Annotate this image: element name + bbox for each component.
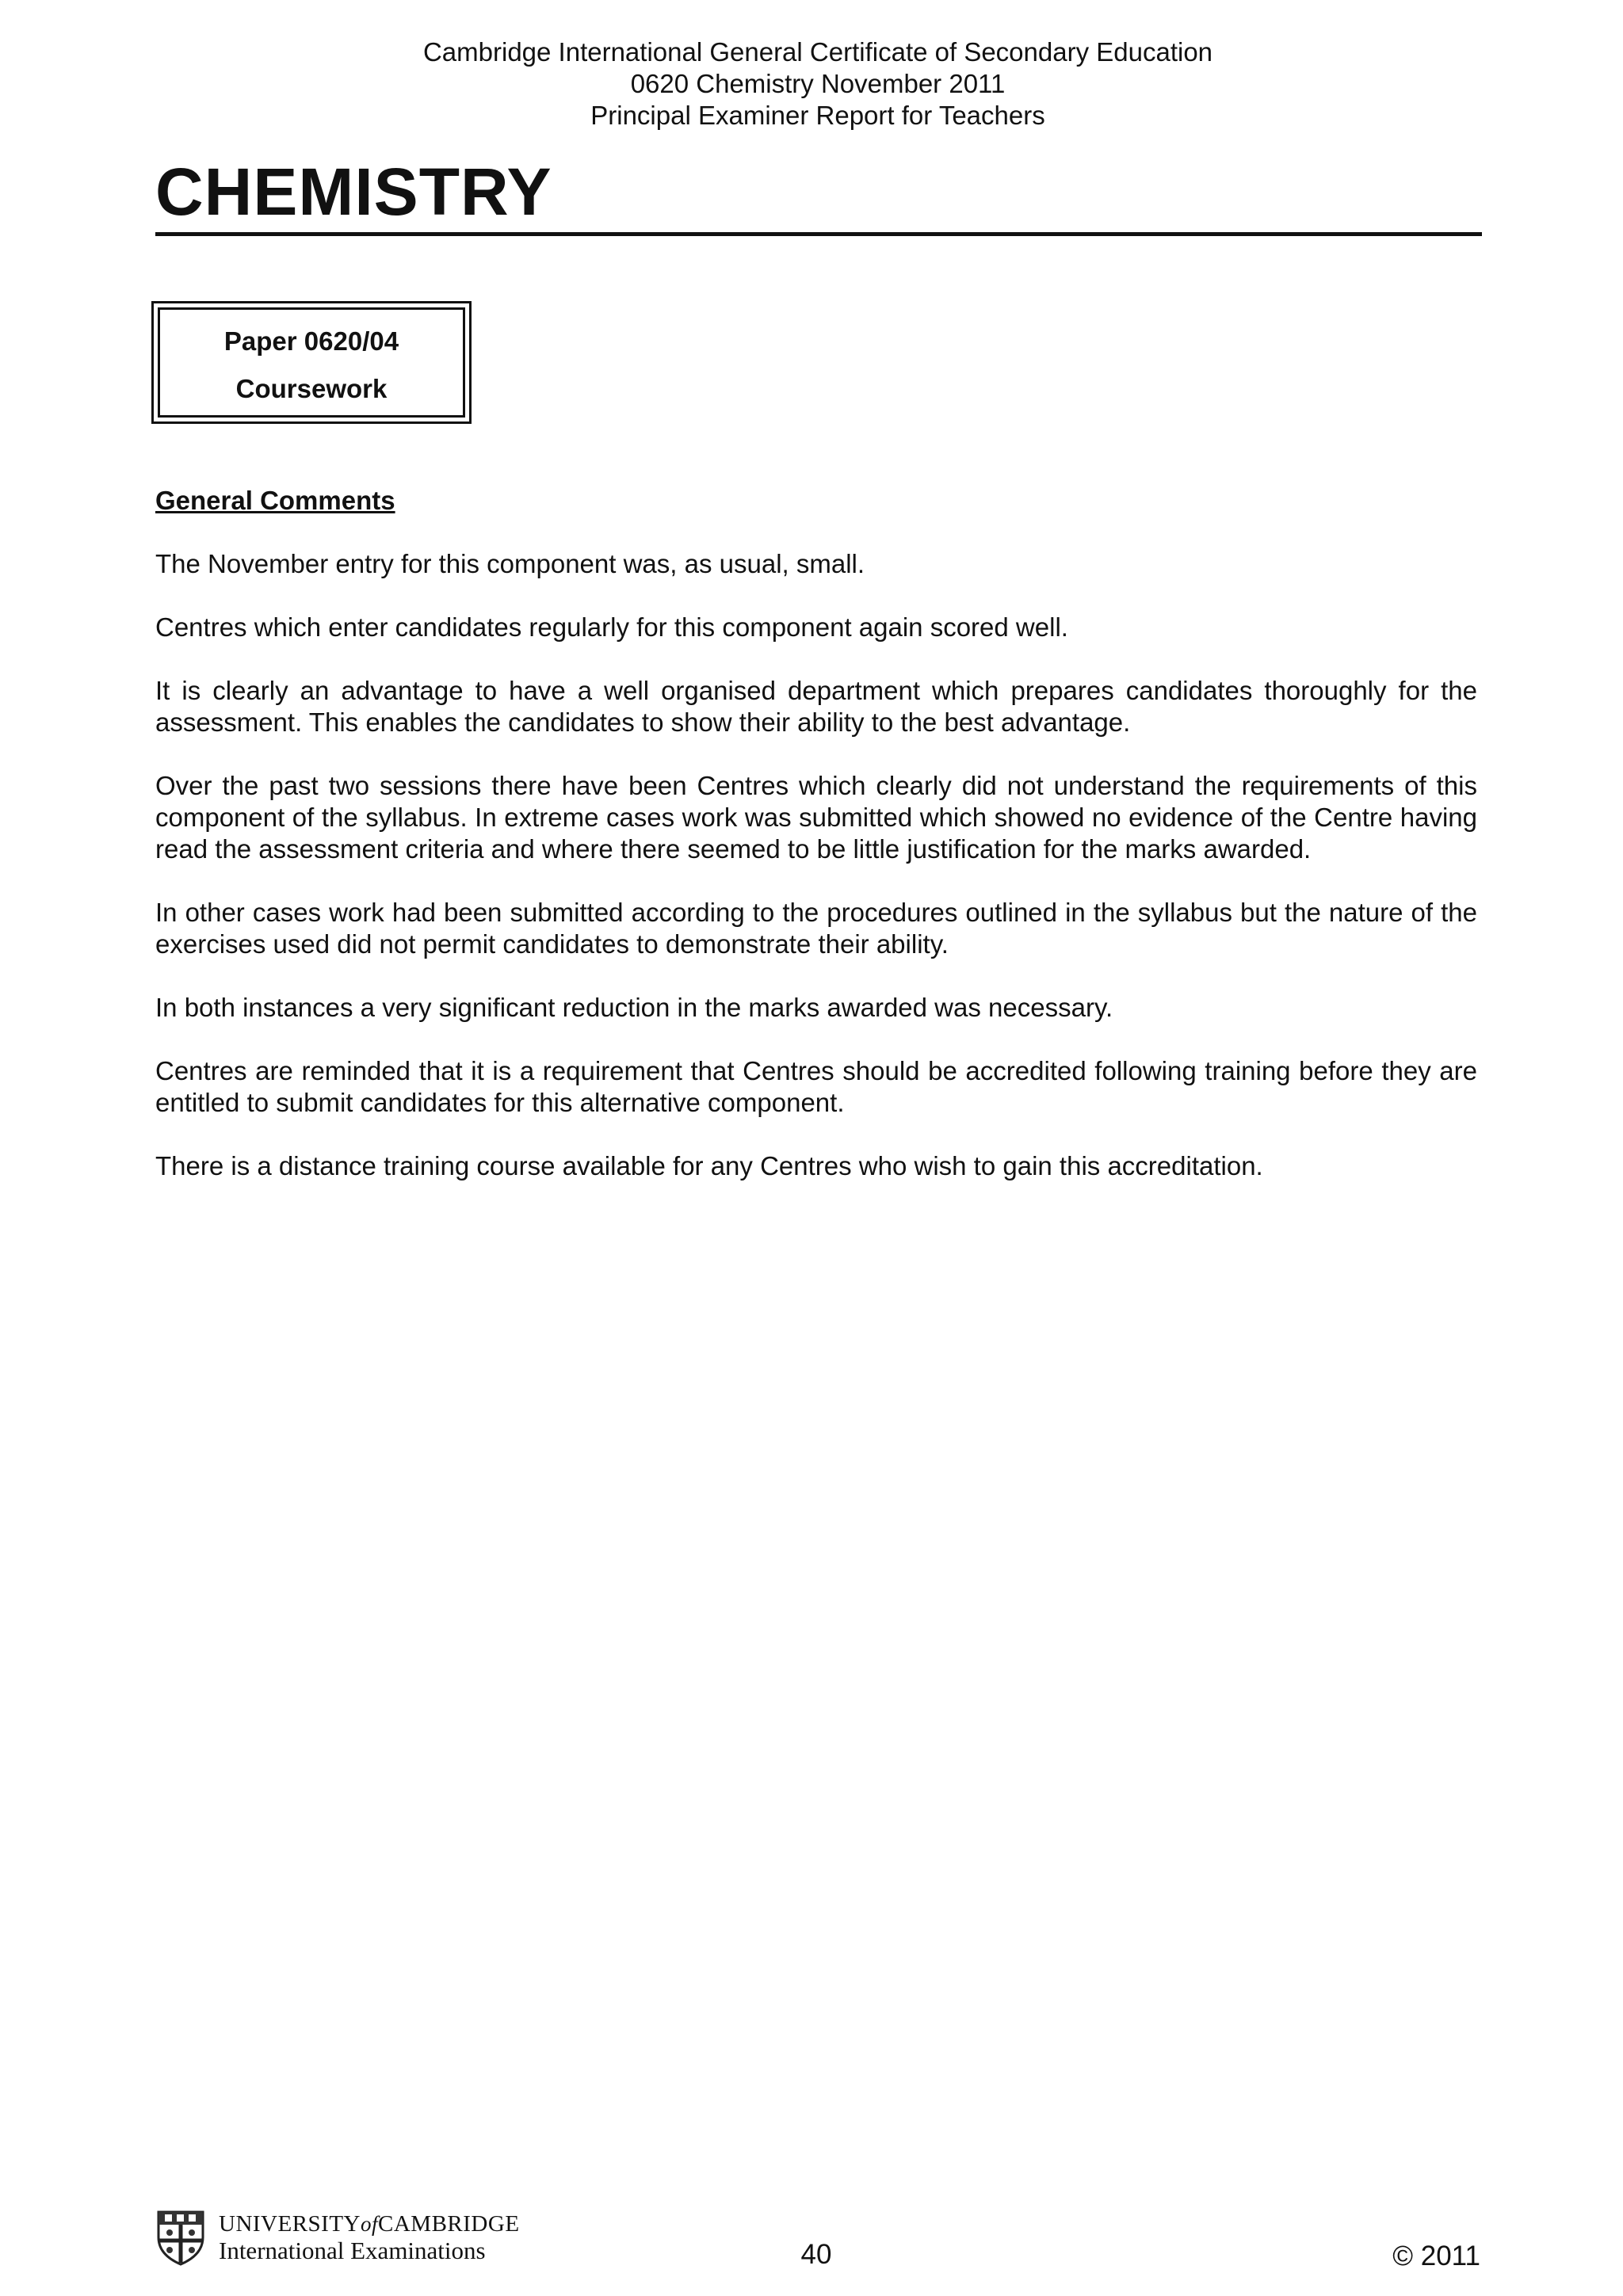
logo-word-cambridge: CAMBRIDGE: [378, 2211, 520, 2237]
paragraph: It is clearly an advantage to have a well organised department which prepares candidates thoroughly for the assessment. This enables the candidates to show their ability to the best advantage.: [155, 676, 1477, 737]
university-logo: [155, 2209, 520, 2266]
paper-number: Paper 0620/04: [223, 326, 399, 356]
logo-line-international: International Examinations: [219, 2237, 486, 2264]
paper-component: Coursework: [235, 374, 388, 403]
copyright-notice: © 2011: [1392, 2241, 1480, 2271]
paper-box: [151, 301, 472, 424]
paragraph: Centres are reminded that it is a requirement that Centres should be accredited following training before they are entitled to submit candidates for this alternative component.: [155, 1056, 1477, 1117]
paragraph: Centres which enter candidates regularly for this component again scored well.: [155, 612, 1068, 642]
paragraph: Over the past two sessions there have been Centres which clearly did not understand the requirements of this component of the syllabus. In extreme cases work was submitted which showed no evidence of the Centre having read the assessment criteria and where there seemed to be little justification for the marks awarded.: [155, 771, 1477, 864]
logo-wordmark: [219, 2210, 520, 2264]
logo-line-university: [219, 2210, 520, 2237]
paragraph: The November entry for this component was, as usual, small.: [155, 549, 865, 578]
title-divider: [155, 232, 1482, 236]
logo-word-university: UNIVERSITY: [219, 2211, 361, 2237]
section-heading: General Comments: [155, 486, 395, 515]
report-body: [155, 485, 1477, 1214]
page-title: CHEMISTRY: [155, 154, 552, 229]
paragraph: There is a distance training course available for any Centres who wish to gain this accreditation.: [155, 1151, 1263, 1180]
header-line-syllabus: 0620 Chemistry November 2011: [630, 69, 1006, 98]
crest-icon: [155, 2209, 206, 2266]
page-number: 40: [800, 2239, 832, 2270]
paragraph: In other cases work had been submitted according to the procedures outlined in the syllabus but the nature of the exercises used did not permit candidates to demonstrate their ability.: [155, 898, 1477, 959]
header-line-qualification: Cambridge International General Certificate of Secondary Education: [422, 37, 1213, 67]
logo-word-of: of: [361, 2212, 379, 2236]
report-header: [0, 36, 1623, 132]
header-line-report-type: Principal Examiner Report for Teachers: [590, 101, 1045, 130]
paragraph: In both instances a very significant reduction in the marks awarded was necessary.: [155, 993, 1113, 1022]
paper-box-inner: [158, 307, 465, 418]
